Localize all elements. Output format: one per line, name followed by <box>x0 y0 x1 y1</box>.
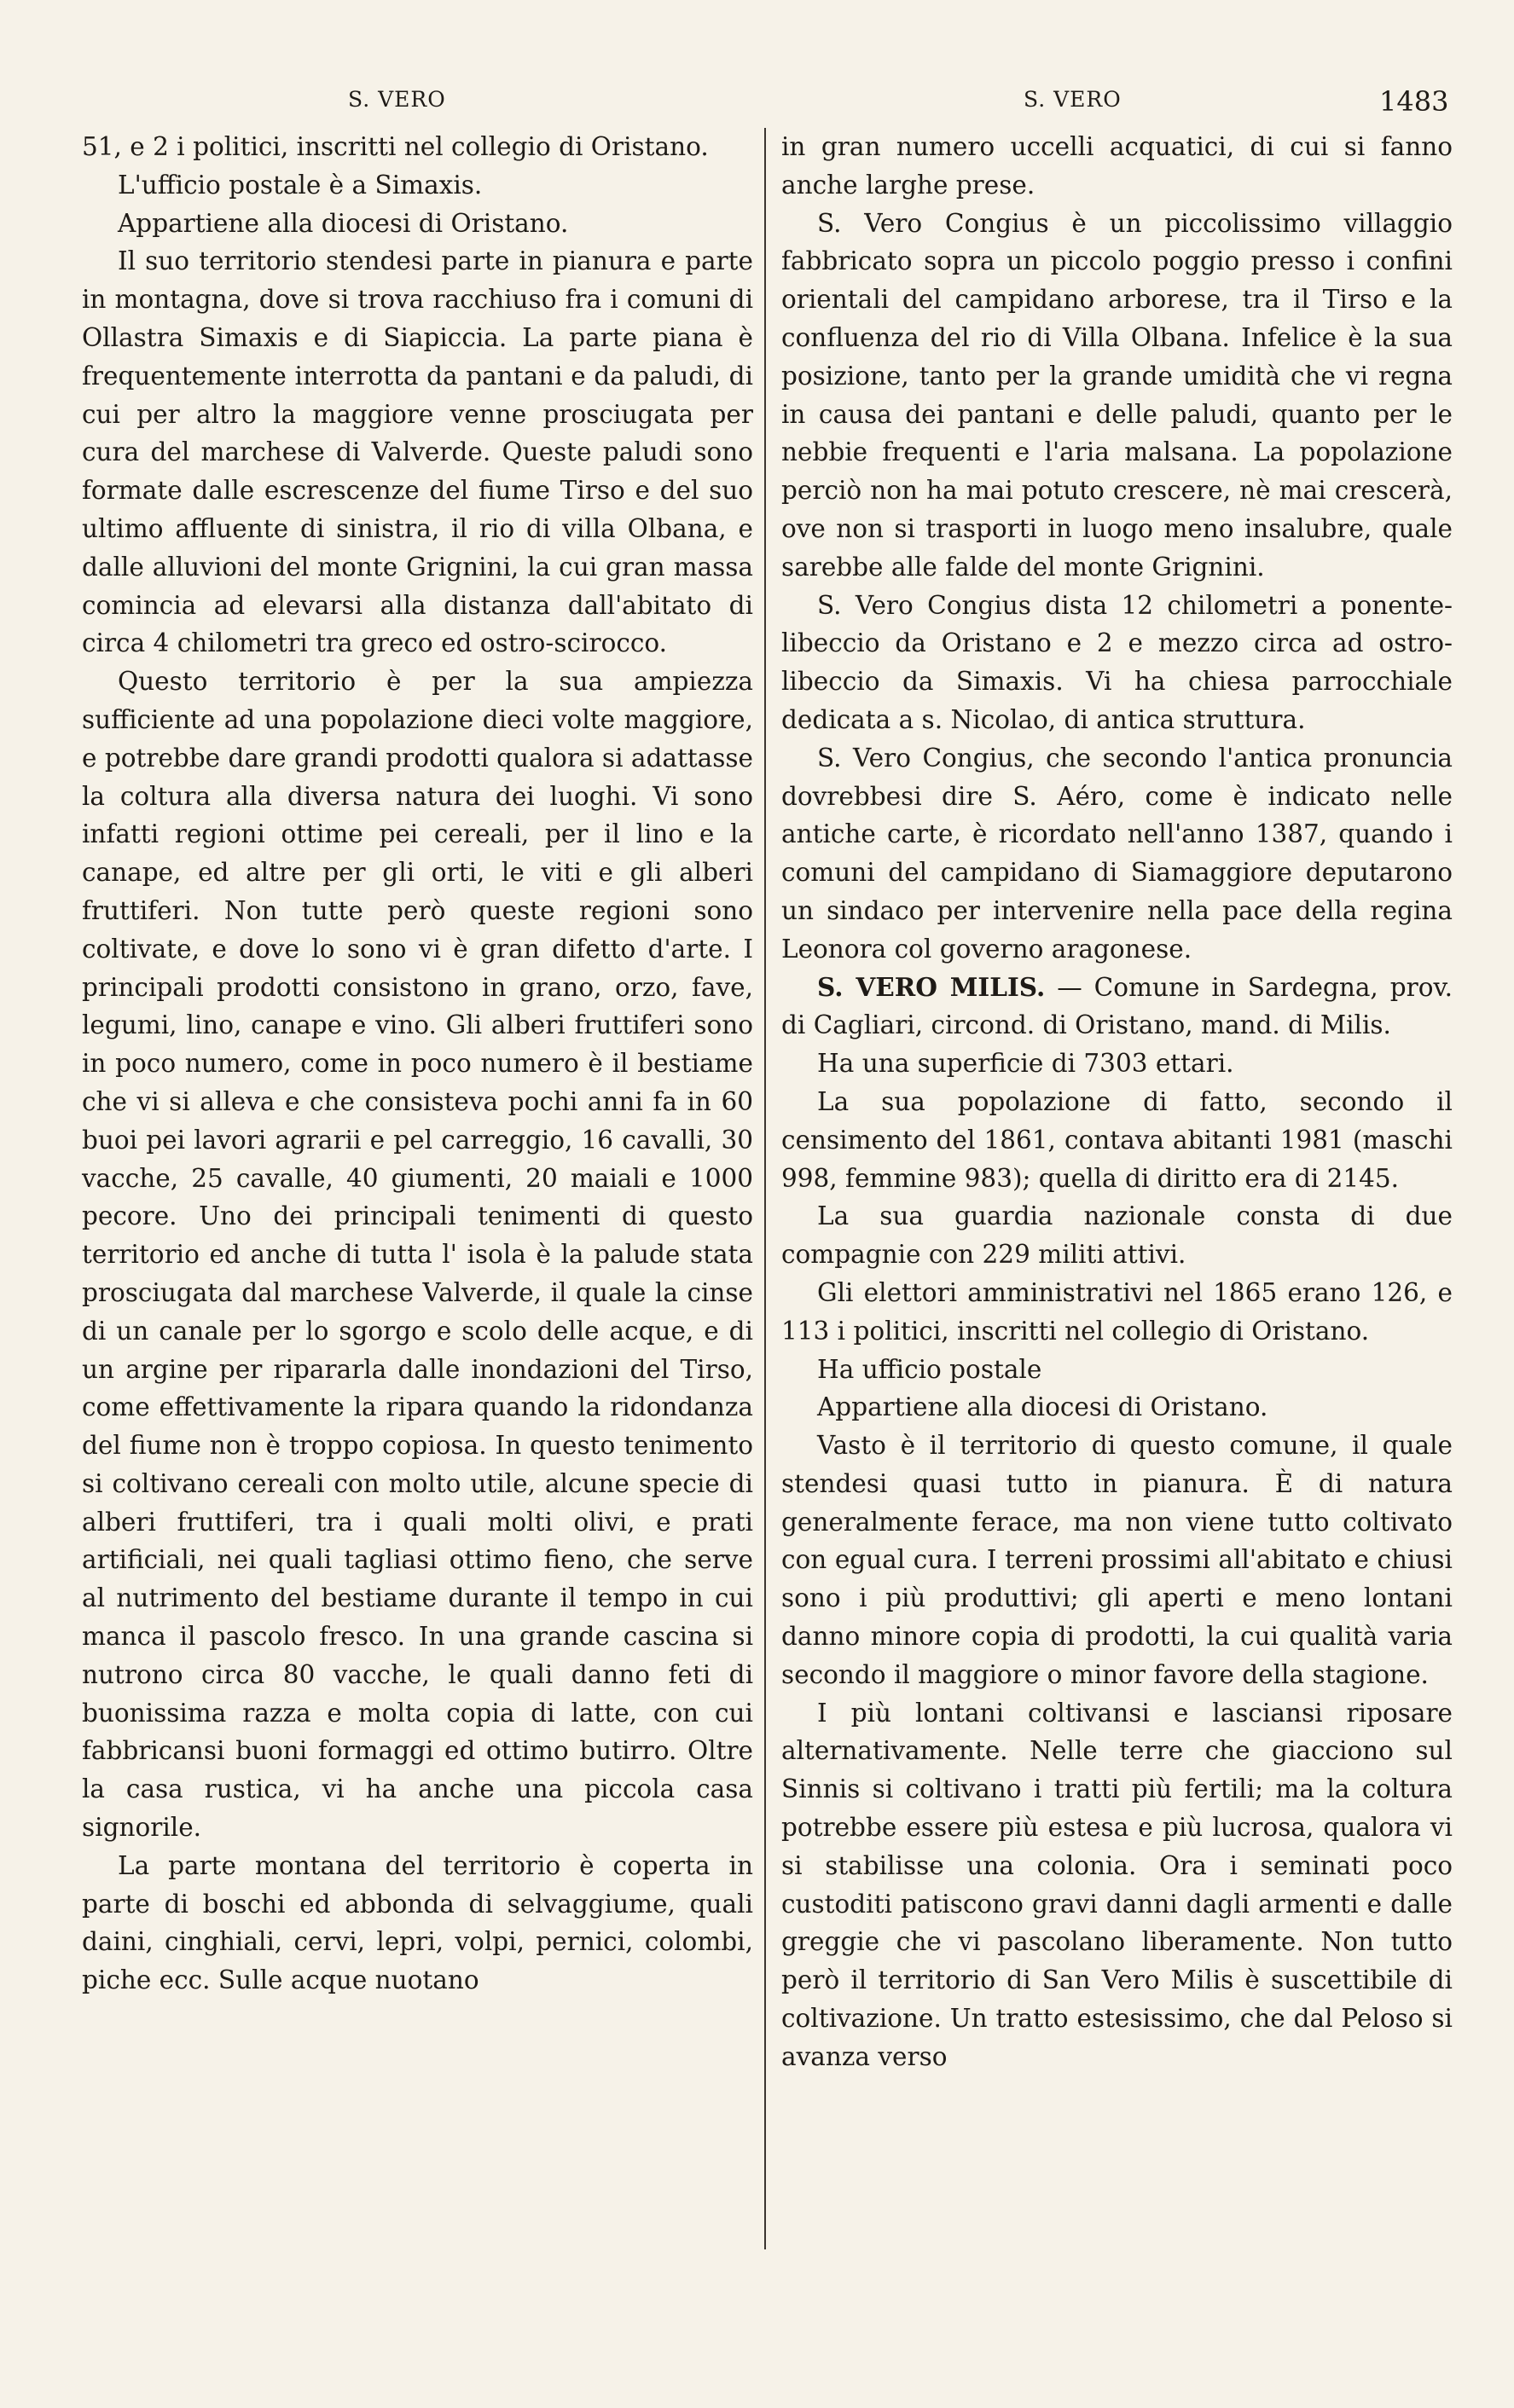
page-number: 1483 <box>1379 85 1449 118</box>
entry-text: — Comune in Sardegna, prov. di Cagliari, circond. di Oristano, mand. di Milis. <box>781 972 1453 1040</box>
paragraph: I più lontani coltivansi e lasciansi riposare alternativamente. Nelle terre che giacciono sul Sinnis si coltivano i tratti più fertili; ma la coltura potrebbe essere più estesa e più lucrosa, qualora vi si stabilisse una colonia. Ora i seminati poco custoditi patiscono gravi danni dagli armenti e dalle greggie che vi pascolano liberamente. Non tutto però il territorio di San Vero Milis è suscettibile di coltivazione. Un tratto estesissimo, che dal Peloso si avanza verso <box>781 1698 1453 2071</box>
paragraph: La parte montana del territorio è coperta in parte di boschi ed abbonda di selvaggiume, quali daini, cinghiali, cervi, lepri, volpi, pernici, colombi, piche ecc. Sulle acque nuotano <box>82 1850 753 1995</box>
paragraph: S. Vero Congius dista 12 chilometri a ponente-libeccio da Oristano e 2 e mezzo circa ad ostro-libeccio da Simaxis. Vi ha chiesa parrocchiale dedicata a s. Nicolao, di antica struttura. <box>781 590 1453 734</box>
right-column <box>781 128 1453 2076</box>
paragraph: Ha ufficio postale <box>817 1354 1042 1384</box>
paragraph: Appartiene alla diocesi di Oristano. <box>817 1392 1268 1422</box>
paragraph: Questo territorio è per la sua ampiezza sufficiente ad una popolazione dieci volte maggiore, e potrebbe dare grandi prodotti qualora si adattasse la coltura alla diversa natura dei luoghi. Vi sono infatti regioni ottime pei cereali, per il lino e la canape, ed altre per gli orti, le viti e gli alberi fruttiferi. Non tutte però queste regioni sono coltivate, e dove lo sono vi è gran difetto d'arte. I principali prodotti consistono in grano, orzo, fave, legumi, lino, canape e vino. Gli alberi fruttiferi sono in poco numero, come in poco numero è il bestiame che vi si alleva e che consisteva pochi anni fa in 60 buoi pei lavori agrarii e pel carreggio, 16 cavalli, 30 vacche, 25 cavalle, 40 giumenti, 20 maiali e 1000 pecore. Uno dei principali tenimenti di questo territorio ed anche di tutta l' isola è la palude stata prosciugata dal marchese Valverde, il quale la cinse di un canale per lo sgorgo e scolo delle acque, e di un argine per ripararla dalle inondazioni del Tirso, come effettivamente la ripara quando la ridondanza del fiume non è troppo copiosa. In questo tenimento si coltivano cereali con molto utile, alcune specie di alberi fruttiferi, tra i quali molti olivi, e prati artificiali, nei quali tagliasi ottimo fieno, che serve al nutrimento del bestiame durante il tempo in cui manca il pascolo fresco. In una grande cascina si nutrono circa 80 vacche, le quali danno feti di buonissima razza e molta copia di latte, con cui fabbricansi buoni formaggi ed ottimo butirro. Oltre la casa rustica, vi ha anche una piccola casa signorile. <box>82 667 753 1843</box>
running-head-right: S. VERO <box>1024 87 1122 112</box>
column-divider <box>764 128 766 2249</box>
left-column <box>82 128 753 2000</box>
paragraph: S. Vero Congius è un piccolissimo villaggio fabbricato sopra un piccolo poggio presso i confini orientali del campidano arborese, tra il Tirso e la confluenza del rio di Villa Olbana. Infelice è la sua posizione, tanto per la grande umidità che vi regna in causa dei pantani e delle paludi, quanto per le nebbie frequenti e l'aria malsana. La popolazione perciò non ha mai potuto crescere, nè mai crescerà, ove non si trasporti in luogo meno insalubre, quale sarebbe alle falde del monte Grignini. <box>781 208 1453 582</box>
paragraph: La sua guardia nazionale consta di due compagnie con 229 militi attivi. <box>781 1201 1453 1270</box>
paragraph: S. Vero Congius, che secondo l'antica pronuncia dovrebbesi dire S. Aéro, come è indicato nelle antiche carte, è ricordato nell'anno 1387, quando i comuni del campidano di Siamaggiore deputarono un sindaco per intervenire nella pace della regina Leonora col governo aragonese. <box>781 743 1453 964</box>
paragraph: Il suo territorio stendesi parte in pianura e parte in montagna, dove si trova racchiuso fra i comuni di Ollastra Simaxis e di Siapiccia. La parte piana è frequentemente interrotta da pantani e da paludi, di cui per altro la maggiore venne prosciugata per cura del marchese di Valverde. Queste paludi sono formate dalle escrescenze del fiume Tirso e del suo ultimo affluente di sinistra, il rio di villa Olbana, e dalle alluvioni del monte Grignini, la cui gran massa comincia ad elevarsi alla distanza dall'abitato di circa 4 chilometri tra greco ed ostro-scirocco. <box>82 246 753 658</box>
entry-paragraph <box>781 969 1453 1045</box>
paragraph: La sua popolazione di fatto, secondo il censimento del 1861, contava abitanti 1981 (maschi 998, femmine 983); quella di diritto era di 2145. <box>781 1086 1453 1193</box>
paragraph: 51, e 2 i politici, inscritti nel collegio di Oristano. <box>82 132 709 161</box>
paragraph: Ha una superficie di 7303 ettari. <box>817 1049 1234 1079</box>
running-head-left: S. VERO <box>348 87 446 112</box>
paragraph: in gran numero uccelli acquatici, di cui si fanno anche larghe prese. <box>781 132 1453 200</box>
paragraph: L'ufficio postale è a Simaxis. <box>118 170 483 200</box>
paragraph: Gli elettori amministrativi nel 1865 erano 126, e 113 i politici, inscritti nel collegio di Oristano. <box>781 1277 1453 1346</box>
entry-title: S. VERO MILIS. <box>817 971 1046 1002</box>
paragraph: Appartiene alla diocesi di Oristano. <box>118 208 569 238</box>
paragraph: Vasto è il territorio di questo comune, il quale stendesi quasi tutto in pianura. È di natura generalmente ferace, ma non viene tutto coltivato con egual cura. I terreni prossimi all'abitato e chiusi sono i più produttivi; gli aperti e meno lontani danno minore copia di prodotti, la cui qualità varia secondo il maggiore o minor favore della stagione. <box>781 1431 1453 1689</box>
